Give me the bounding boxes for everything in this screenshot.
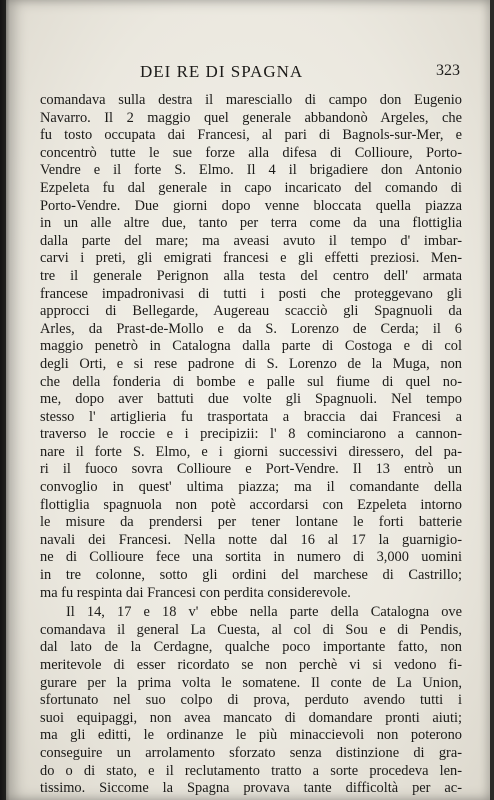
text-line: fu tosto occupata dai Francesi, al pari di Bagnols-sur-Mer, e: [40, 127, 462, 144]
text-line: Il 14, 17 e 18 v' ebbe nella parte della Catalogna ove: [66, 604, 462, 621]
text-line: approcci di Bellegarde, Augereau scacciò gli Spagnuoli da: [40, 303, 462, 320]
text-line: Navarro. Il 2 maggio quel generale abbandonò Argeles, che: [40, 109, 462, 126]
text-line: conseguire un arrolamento sforzato senza distinzione di gra-: [40, 744, 462, 761]
text-line: suoi equipaggi, non avea mancato di domandare pronti aiuti;: [40, 709, 462, 726]
text-line: meritevole di esser ricordato se non perchè vi si vedono fi-: [40, 657, 462, 673]
book-page: [6, 0, 490, 800]
text-line: in un alle altre due, tanto per terra come da una flottiglia: [40, 215, 462, 232]
text-line: Ezpeleta fu dal generale in capo incaricato del comando di: [40, 179, 462, 196]
text-line: ma gli editti, le ordinanze le più minaccievoli non poterono: [40, 727, 462, 744]
page-number: 323: [436, 62, 460, 79]
text-line: in tre colonne, sotto gli ordini del marchese di Castrillo;: [40, 567, 462, 584]
body-text: [40, 92, 462, 798]
text-line: tissimo. Siccome la Spagna provava tante difficoltà per ac-: [40, 780, 462, 797]
text-line: flottiglia spagnuola non potè accordarsi con Ezpeleta intorno: [40, 496, 462, 513]
text-line: carvi i preti, gli emigrati francesi e gli effetti preziosi. Men-: [40, 250, 462, 267]
binding-shadow: [0, 0, 10, 800]
text-line: navali dei Francesi. Nella notte dal 16 al 17 la guarnigio-: [40, 531, 462, 548]
text-line: ne di Collioure fece una sortita in numero di 3,000 uomini: [40, 549, 462, 566]
text-line: le misure da prendersi per tener lontane le forti batterie: [40, 514, 462, 531]
text-line: convoglio in quest' ultima piazza; ma il comandante della: [40, 479, 462, 496]
text-line: francese impadronivasi di tutti i posti che proteggevano gli: [40, 285, 462, 302]
text-line: Arles, da Prast-de-Mollo e da S. Lorenzo de Cerda; il 6: [40, 320, 462, 337]
text-line: gurare per la prima volta le somatene. Il conte de La Union,: [40, 674, 462, 691]
text-line: degli Orti, e si rese padrone di S. Lorenzo de la Muga, non: [40, 355, 462, 372]
text-line: dalla parte del mare; ma aveasi avuto il tempo d' imbar-: [40, 232, 462, 249]
text-line: ma fu respinta dai Francesi con perdita considerevole.: [40, 584, 351, 601]
text-line: do o di stato, e il reclutamento tratto a sorte procedeva len-: [40, 762, 462, 779]
page-header: [40, 62, 460, 84]
text-line: me, dopo aver battuti due volte gli Spagnuoli. Nel tempo: [40, 391, 462, 408]
text-line: sfortunato nel suo colpo di prova, perduto avendo tutti i: [40, 692, 462, 709]
text-line: che della fonderia di bombe e palle sul fiume di quel no-: [40, 373, 462, 390]
text-line: stesso l' artiglieria fu trasportata a braccia dai Francesi a: [40, 408, 462, 425]
text-line: ri il fuoco sovra Collioure e Port-Vendre. Il 13 entrò un: [40, 461, 462, 478]
text-line: tre il generale Perignon alla testa del centro dell' armata: [40, 267, 462, 284]
paragraph: [40, 604, 462, 798]
text-line: traverso le roccie e i precipizii: l' 8 cominciarono a cannon-: [40, 426, 462, 443]
text-line: nare il forte S. Elmo, e i giorni successivi diressero, del pa-: [40, 443, 462, 460]
text-line: maggio penetrò in Catalogna dalla parte di Costoga e di col: [40, 338, 462, 355]
text-line: comandava sulla destra il maresciallo di campo don Eugenio: [40, 92, 462, 108]
text-line: dal lato de la Cerdagne, qualche poco importante fatto, non: [40, 639, 462, 656]
text-line: Porto-Vendre. Due giorni dopo venne bloccata quella piazza: [40, 197, 462, 214]
paragraph: [40, 92, 462, 602]
text-line: concentrò tutte le sue forze alla difesa di Collioure, Porto-: [40, 144, 462, 161]
running-head: DEI RE DI SPAGNA: [140, 62, 304, 81]
text-line: Vendre e il forte S. Elmo. Il 4 il brigadiere don Antonio: [40, 162, 462, 179]
text-line: comandava il general La Cuesta, al col di Sou e di Pendis,: [40, 621, 462, 638]
